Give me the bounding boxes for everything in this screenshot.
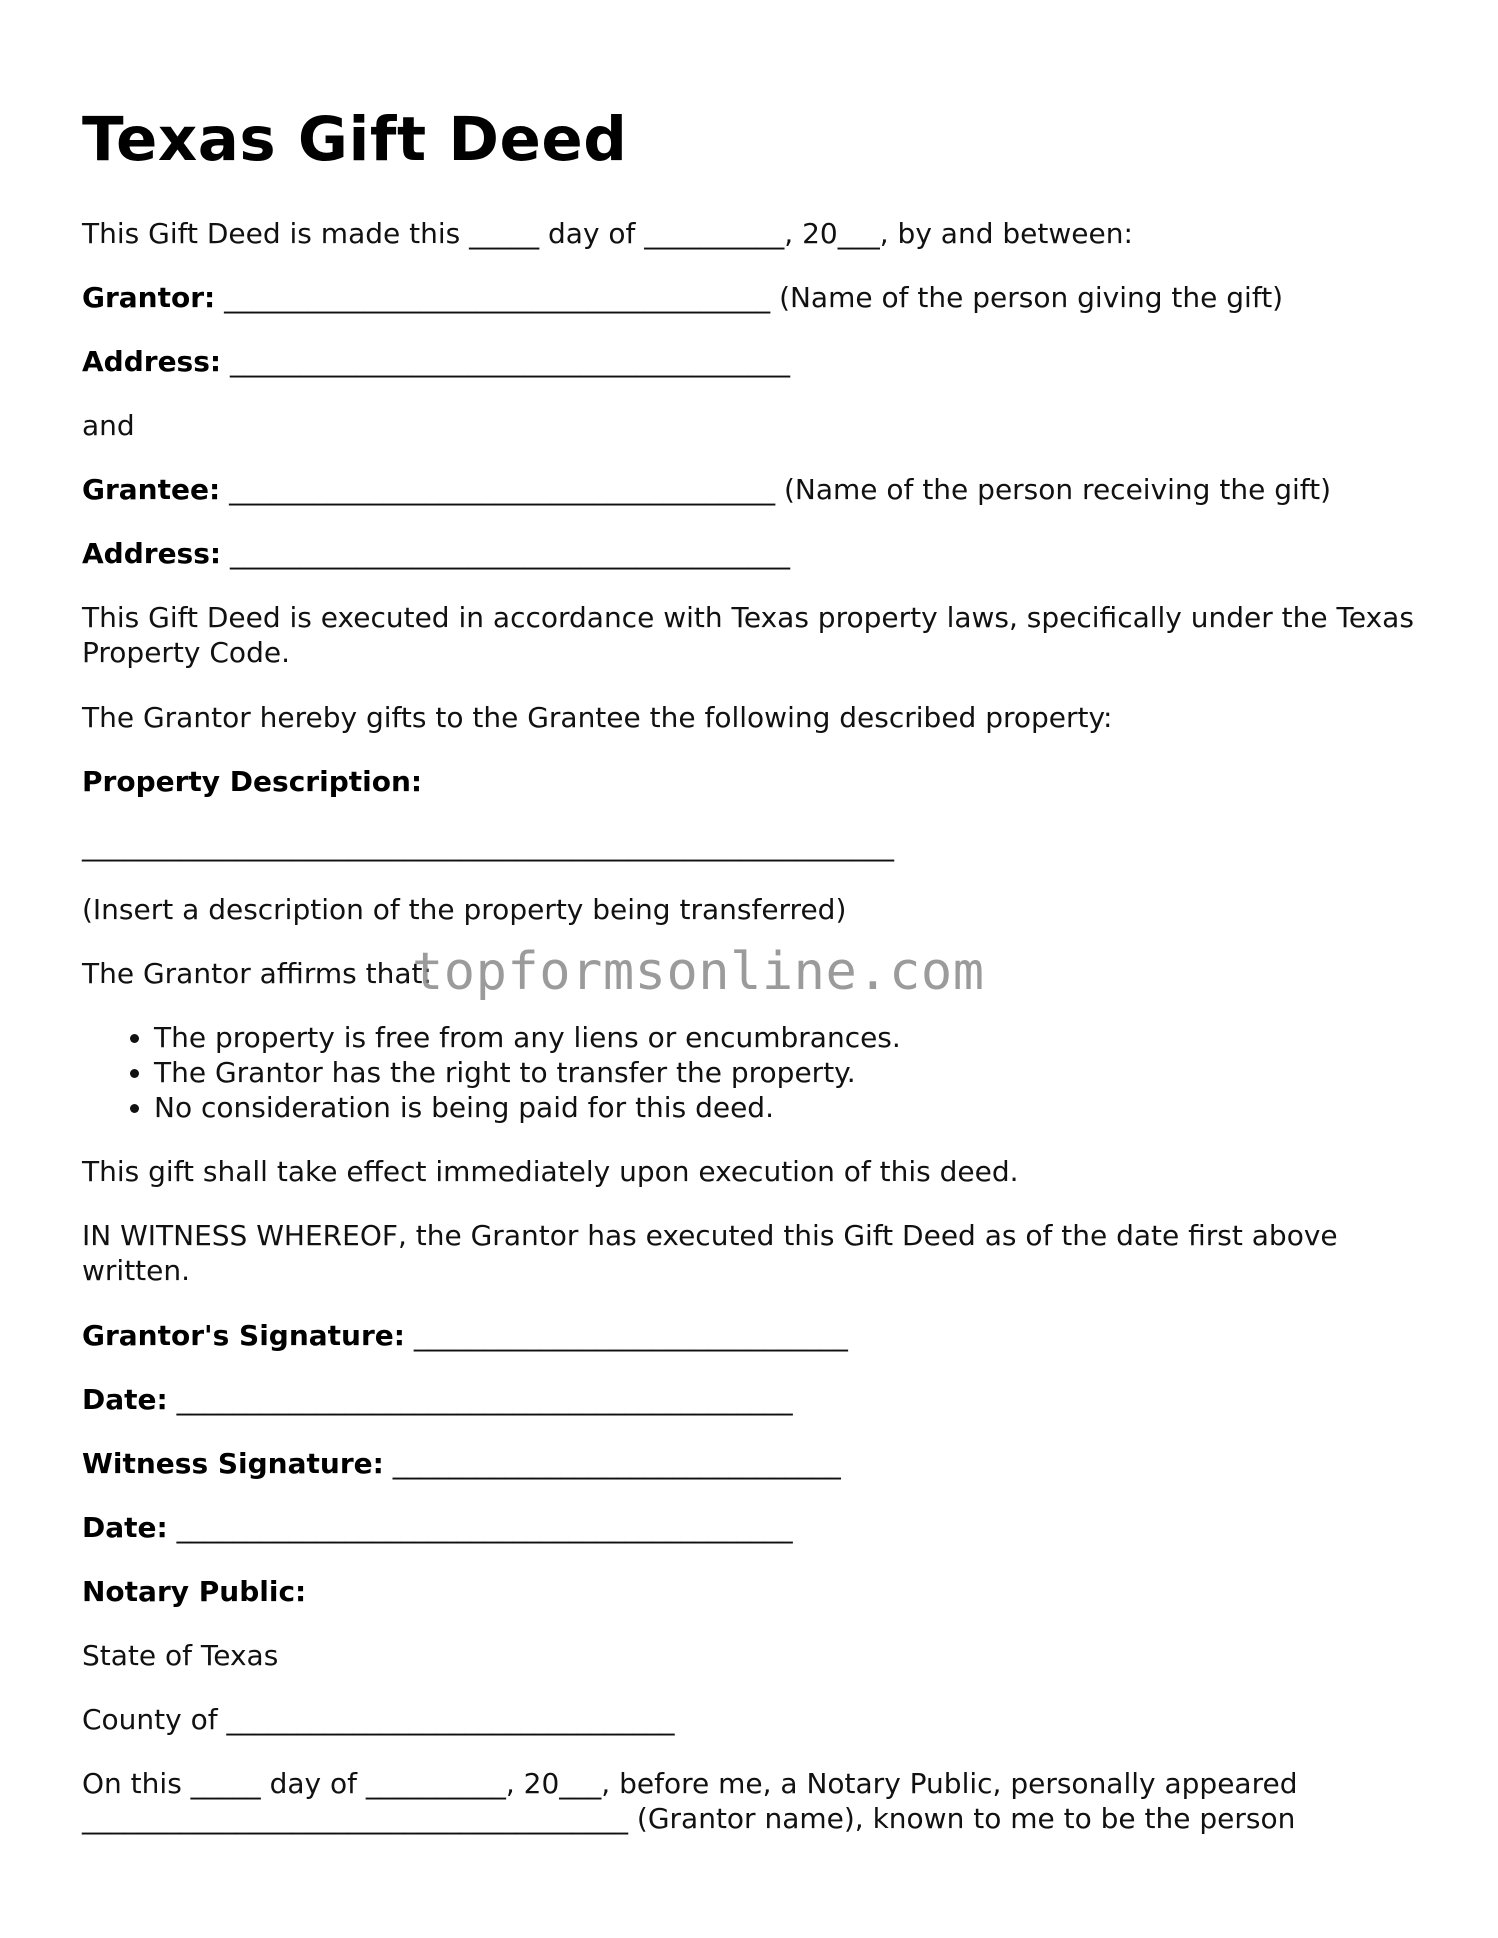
witness-clause: IN WITNESS WHEREOF, the Grantor has executed this Gift Deed as of the date first above written. [82, 1219, 1338, 1287]
grantee-label: Grantee: [82, 473, 221, 506]
witness-signature-label: Witness Signature: [82, 1447, 384, 1480]
grantee-address-label: Address: [82, 537, 222, 570]
law-statement: This Gift Deed is executed in accordance with Texas property laws, specifically under the Texas Property Code. [82, 601, 1414, 669]
property-description-label [82, 764, 422, 799]
date-label: Date: [82, 1511, 168, 1544]
grantor-address-field[interactable]: ________________________________________ [221, 345, 790, 378]
affirmations-list [82, 1020, 901, 1125]
notary-ack-line-2: _______________________________________ (Grantor name), known to me to be the person [82, 1802, 1296, 1835]
notary-label: Notary Public: [82, 1575, 307, 1608]
date-row-1 [82, 1382, 793, 1417]
grantee-address-row [82, 536, 790, 571]
intro-line: This Gift Deed is made this _____ day of __________, 20___, by and between: [82, 217, 1133, 250]
watermark-text: topformsonline.com [412, 942, 985, 1002]
grantor-name-field[interactable]: _______________________________________ [215, 281, 780, 314]
grantor-address-row [82, 344, 790, 379]
date-field[interactable]: ____________________________________________ [167, 1511, 793, 1544]
grantor-label: Grantor: [82, 281, 216, 314]
grantee-note: (Name of the person receiving the gift) [784, 473, 1332, 506]
witness-signature-field[interactable]: ________________________________ [383, 1447, 841, 1480]
effect-statement: This gift shall take effect immediately upon execution of this deed. [82, 1155, 1019, 1188]
list-item: • The property is free from any liens or encumbrances. [154, 1020, 901, 1055]
date-field[interactable]: ____________________________________________ [167, 1383, 793, 1416]
gift-statement: The Grantor hereby gifts to the Grantee the following described property: [82, 701, 1113, 734]
grantee-address-field[interactable]: ________________________________________ [221, 537, 790, 570]
grantor-address-label: Address: [82, 345, 222, 378]
and-text: and [82, 409, 135, 442]
affirm-intro: The Grantor affirms that: [82, 957, 432, 990]
notary-ack-line-1: On this _____ day of __________, 20___, before me, a Notary Public, personally appeared [82, 1767, 1298, 1800]
grantor-signature-label: Grantor's Signature: [82, 1319, 405, 1352]
witness-signature-row [82, 1446, 841, 1481]
notary-county-field[interactable]: County of ________________________________ [82, 1703, 675, 1736]
page-title: Texas Gift Deed [82, 104, 628, 175]
grantor-row [82, 280, 1283, 315]
property-description-field[interactable]: __________________________________________________________ [82, 829, 894, 862]
list-item: • The Grantor has the right to transfer the property. [154, 1055, 901, 1090]
grantor-note: (Name of the person giving the gift) [779, 281, 1284, 314]
date-label: Date: [82, 1383, 168, 1416]
grantee-row [82, 472, 1331, 507]
list-item: • No consideration is being paid for this deed. [154, 1090, 901, 1125]
grantee-name-field[interactable]: _______________________________________ [220, 473, 784, 506]
date-row-2 [82, 1510, 793, 1545]
notary-state: State of Texas [82, 1639, 279, 1672]
property-label: Property Description: [82, 765, 423, 798]
notary-heading [82, 1574, 306, 1609]
property-note: (Insert a description of the property being transferred) [82, 893, 847, 926]
grantor-signature-field[interactable]: _______________________________ [404, 1319, 848, 1352]
grantor-signature-row [82, 1318, 848, 1353]
